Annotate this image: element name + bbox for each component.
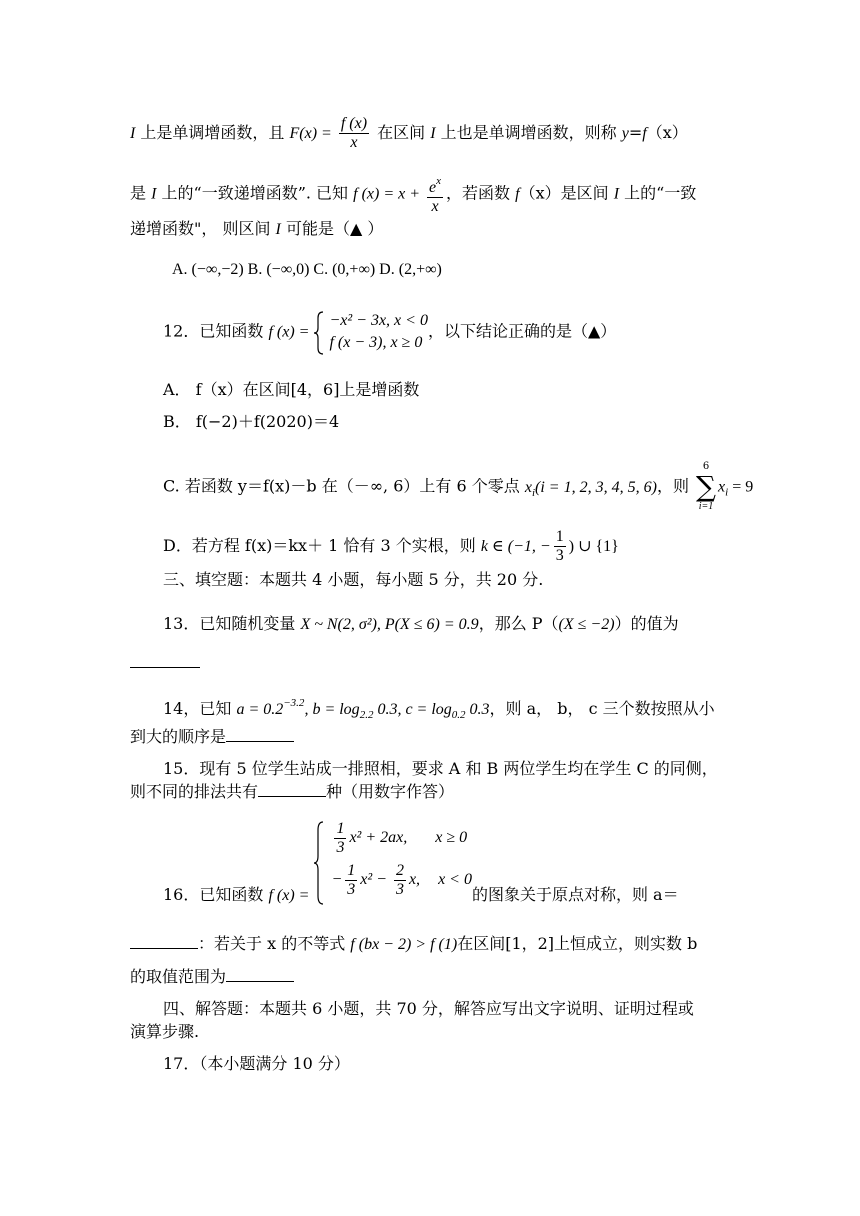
text: 12．已知函数 [163, 321, 269, 341]
text: 种（用数字作答） [326, 782, 455, 801]
fraction [345, 862, 357, 899]
q15-line-2 [130, 780, 454, 803]
fraction-denominator: x [350, 134, 358, 151]
q15-line-1: 15．现有 5 位学生站成一排照相，要求 A 和 B 两位学生均在学生 C 的同侧， [163, 759, 718, 778]
text: ，以下结论正确的是（▲） [427, 321, 617, 341]
sum-symbol: ∑ [696, 470, 717, 503]
fraction [394, 862, 406, 899]
text: 在区间[1，2]上恒成立，则实数 b [457, 934, 698, 953]
piece-cond: x ≥ 0 [435, 829, 468, 847]
sum-var-sub: i [725, 486, 729, 499]
q13-blank-line [130, 651, 200, 674]
sum-var: x [718, 478, 726, 496]
text: 是 [130, 183, 152, 203]
exp-power: x [436, 175, 442, 187]
expr-c-end: 0.3 [465, 701, 490, 718]
formula-fx-lhs: f (x) = x + [353, 185, 425, 203]
fraction-denominator: 3 [347, 881, 356, 898]
text: D．若方程 f(x)＝kx＋ 1 恰有 3 个实根，则 [163, 536, 481, 555]
text: （x）是区间 [519, 183, 614, 203]
q12-option-c [163, 461, 753, 513]
zeros-index-range: (i = 1, 2, 3, 4, 5, 6) [535, 478, 657, 496]
answer-blank[interactable] [226, 965, 294, 982]
sum-upper: 6 [702, 461, 710, 472]
piece-expr: x, [408, 871, 421, 889]
answer-blank[interactable] [130, 932, 198, 949]
text: 的图象关于原点对称，则 a＝ [471, 884, 679, 904]
left-brace-icon [313, 820, 325, 906]
expr-c: 0.3, c = log [373, 701, 452, 718]
var-f: f [642, 125, 647, 142]
expr-a-power: −3.2 [283, 697, 305, 709]
fraction-numerator: 1 [347, 862, 356, 879]
text: 14，已知 [163, 699, 237, 718]
q14-formula [236, 697, 490, 721]
text: ，则 [656, 476, 695, 496]
zeros-sub: i [531, 486, 536, 499]
text: 则不同的排法共有 [130, 782, 259, 801]
q11-line-1 [130, 115, 688, 152]
q11-line-2 [130, 172, 696, 216]
fraction-numerator [427, 172, 443, 198]
text: 可能是（▲ ） [280, 219, 384, 238]
event-formula: (X ≤ −2) [558, 616, 615, 633]
text: 递增函数"， 则区间 [130, 219, 276, 238]
answer-blank[interactable] [130, 651, 200, 668]
text: 上是单调增函数，且 [135, 123, 290, 142]
piece-expr: x² − [360, 871, 391, 889]
var-y: y [621, 125, 629, 142]
fraction-ex-over-x [427, 172, 443, 216]
var-f: f [515, 185, 520, 203]
text: （x） [646, 123, 688, 142]
piecewise-system [313, 820, 472, 906]
left-brace-icon [313, 310, 325, 356]
q14-stem [163, 692, 715, 726]
var-I: I [275, 221, 281, 238]
distribution-formula: X ~ N(2, σ²), P(X ≤ 6) = 0.9 [300, 616, 479, 633]
k-set-start: k ∈ (−1, − [480, 538, 551, 555]
q12-option-b: B． f(−2)＋f(2020)＝4 [163, 412, 340, 431]
sum-result: = 9 [728, 478, 754, 496]
fraction-fx-over-x [339, 115, 369, 152]
expr-b: , b = log [304, 701, 360, 718]
fraction-denominator: 3 [395, 881, 404, 898]
fraction-numerator: 1 [555, 528, 564, 545]
exp-base: e [429, 179, 437, 196]
q12-option-d [163, 528, 619, 565]
text: 到大的顺序是 [130, 727, 227, 746]
text: ）的值为 [614, 614, 679, 633]
fraction-denominator: x [431, 198, 439, 215]
minus-sign: − [331, 871, 343, 889]
q14-line-2 [130, 725, 294, 748]
q12-option-a: A． f（x）在区间[4，6]上是增函数 [163, 380, 420, 399]
piece-expr: x² + 2ax, [349, 829, 408, 847]
summation-icon [696, 461, 716, 513]
text: 16．已知函数 [163, 884, 269, 904]
text: C. 若函数 y＝f(x)－b 在（－∞, 6）上有 6 个零点 [163, 476, 525, 496]
text: 上也是单调增函数，则称 [435, 123, 622, 142]
var-I: I [130, 125, 136, 142]
piece-cond: x < 0 [438, 871, 472, 889]
text: 在区间 [372, 123, 431, 142]
inequality-formula: f (bx − 2) > f (1) [350, 936, 458, 953]
zeros-var: x [524, 478, 532, 496]
q16-stem [163, 820, 679, 906]
fraction-denominator: 3 [555, 547, 564, 564]
text: ，那么 P（ [478, 614, 559, 633]
piece-row-1: −x² − 3x, x < 0 [329, 312, 428, 329]
text: ，若函数 [446, 183, 516, 203]
var-I: I [430, 125, 436, 142]
sum-lower: i=1 [698, 501, 714, 512]
log-base-c: 0.2 [451, 709, 466, 721]
section-4-heading-line-1: 四、解答题：本题共 6 小题，共 70 分，解答应写出文字说明、证明过程或 [163, 999, 694, 1018]
q11-options: A. (−∞,−2) B. (−∞,0) C. (0,+∞) D. (2,+∞) [172, 261, 442, 278]
text: 上的“一致 [619, 183, 697, 203]
piece-row-2 [331, 862, 472, 904]
zeros-expr [524, 478, 657, 499]
formula-lhs: f (x) = [268, 323, 314, 341]
formula-F-lhs: F(x) = [289, 125, 336, 142]
fraction [334, 820, 346, 857]
log-base-b: 2.2 [359, 709, 374, 721]
section-4-heading-line-2: 演算步骤. [130, 1022, 200, 1041]
formula-lhs: f (x) = [268, 886, 314, 904]
q12-stem [163, 310, 616, 354]
var-I: I [613, 185, 620, 203]
piecewise-rows [329, 310, 428, 354]
section-3-heading: 三、填空题：本题共 4 小题，每小题 5 分，共 20 分. [163, 570, 544, 589]
piece-row-1 [331, 820, 472, 862]
q16-line-2 [130, 932, 697, 956]
fraction-numerator: 1 [336, 820, 345, 837]
fraction-numerator: 2 [395, 862, 404, 879]
k-set-end: ) ∪ {1} [568, 538, 619, 555]
fraction-numerator: f (x) [340, 115, 368, 132]
text: ，则 a， b， c 三个数按照从小 [489, 699, 715, 718]
answer-blank[interactable] [258, 780, 326, 797]
fraction-denominator: 3 [336, 839, 345, 856]
fraction-one-third [554, 528, 566, 565]
expr-a: a = 0.2 [236, 701, 284, 718]
q13-stem [163, 613, 679, 636]
q16-line-3 [130, 965, 294, 988]
text: 上的“一致递增函数”. 已知 [156, 183, 354, 203]
answer-blank[interactable] [226, 725, 294, 742]
text: ：若关于 x 的不等式 [198, 934, 351, 953]
text: = [628, 123, 643, 142]
q11-line-3 [130, 218, 383, 241]
text: 的取值范围为 [130, 967, 227, 986]
q17-heading: 17．（本小题满分 10 分） [163, 1054, 350, 1073]
piecewise-system [313, 310, 428, 354]
var-I: I [151, 185, 157, 203]
piecewise-rows [331, 820, 472, 904]
piece-row-2: f (x − 3), x ≥ 0 [329, 334, 423, 351]
text: 13．已知随机变量 [163, 614, 301, 633]
